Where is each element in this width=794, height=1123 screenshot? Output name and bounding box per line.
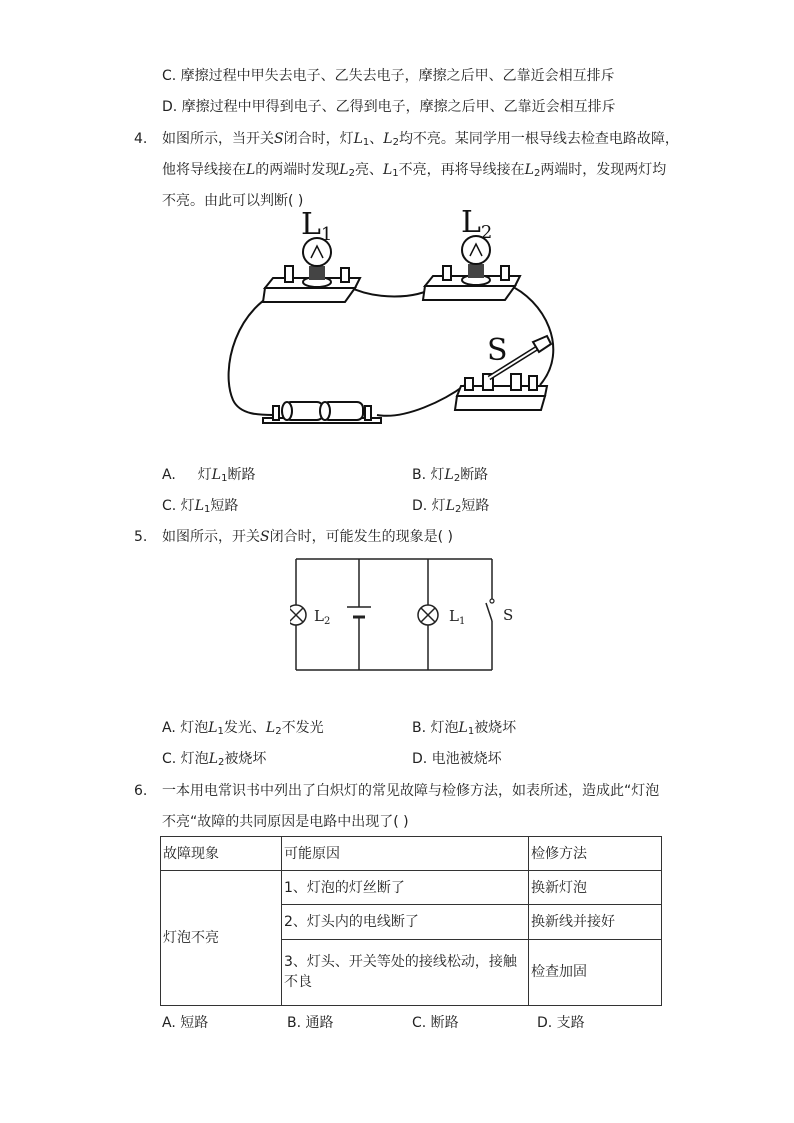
table-header-row: [161, 837, 662, 871]
q3-option-d: D. 摩擦过程中甲得到电子、乙得到电子，摩擦之后甲、乙靠近会相互排斥: [162, 99, 616, 115]
table-header: 故障现象: [161, 837, 282, 871]
lamp-l2: [423, 210, 520, 300]
table-cell: 3、灯头、开关等处的接线松动，接触不良: [282, 939, 529, 1005]
q6-option-c: C. 断路: [412, 1015, 459, 1031]
q4-option-b: B. 灯L2断路: [412, 467, 489, 484]
q4-option-a: A. 灯L1断路: [162, 467, 256, 484]
q5-option-b: B. 灯泡L1被烧坏: [412, 720, 517, 737]
q5-stem: 如图所示，开关S闭合时，可能发生的现象是( ): [162, 529, 453, 545]
label-l1: $L_1$: [449, 607, 466, 627]
wire-left: [229, 288, 287, 415]
q5-number: 5.: [134, 529, 148, 545]
lamp-l1: [263, 210, 360, 302]
q4-number: 4.: [134, 131, 148, 147]
table-cell: 换新线并接好: [529, 905, 662, 939]
table-row: [161, 871, 662, 905]
q4-stem-line3: 不亮。由此可以判断( ): [162, 193, 304, 209]
wire-bottom: [377, 385, 465, 416]
q4-stem-line2: 他将导线接在L的两端时发现L2亮、L1不亮，再将导线接在L2两端时，发现两灯均: [162, 162, 667, 179]
lamp-l2-symbol: [290, 605, 306, 625]
switch-s: [455, 333, 551, 410]
table-cell: 检查加固: [529, 939, 662, 1005]
table-cell: 换新灯泡: [529, 871, 662, 905]
q3-option-c: C. 摩擦过程中甲失去电子、乙失去电子，摩擦之后甲、乙靠近会相互排斥: [162, 68, 615, 84]
label-s: S: [503, 606, 514, 624]
table-cell-symptom: 灯泡不亮: [161, 871, 282, 1006]
q4-option-c: C. 灯L1短路: [162, 498, 239, 515]
q5-option-c: C. 灯泡L2被烧坏: [162, 751, 267, 768]
label-l1: $L_1$: [301, 210, 333, 245]
q5-option-a: A. 灯泡L1发光、L2不发光: [162, 720, 324, 737]
table-cell: 1、灯泡的灯丝断了: [282, 871, 529, 905]
label-l2: $L_2$: [461, 210, 493, 243]
lamp-l1-symbol: [418, 605, 438, 625]
q4-circuit-figure: [225, 210, 565, 435]
q6-option-d: D. 支路: [537, 1015, 585, 1031]
fault-table: [160, 836, 662, 1006]
table-cell: 2、灯头内的电线断了: [282, 905, 529, 939]
wire-right: [507, 284, 553, 385]
q6-number: 6.: [134, 783, 148, 799]
q5-option-d: D. 电池被烧坏: [412, 751, 502, 767]
q4-option-d: D. 灯L2短路: [412, 498, 490, 515]
label-s: S: [487, 333, 508, 368]
table-header: 检修方法: [529, 837, 662, 871]
switch-symbol: [486, 599, 494, 621]
label-l2: $L_2$: [314, 607, 331, 627]
q6-option-a: A. 短路: [162, 1015, 209, 1031]
q6-option-b: B. 通路: [287, 1015, 334, 1031]
battery-holder: [263, 402, 381, 423]
q6-stem-line2: 不亮“故障的共同原因是电路中出现了( ): [162, 814, 409, 830]
battery-symbol: [347, 607, 371, 617]
q6-stem-line1: 一本用电常识书中列出了白炽灯的常见故障与检修方法，如表所述，造成此“灯泡: [162, 783, 660, 799]
table-header: 可能原因: [282, 837, 529, 871]
q5-circuit-diagram: [290, 555, 500, 675]
q4-stem-line1: 如图所示，当开关S闭合时，灯L1、L2均不亮。某同学用一根导线去检查电路故障，: [162, 131, 679, 148]
